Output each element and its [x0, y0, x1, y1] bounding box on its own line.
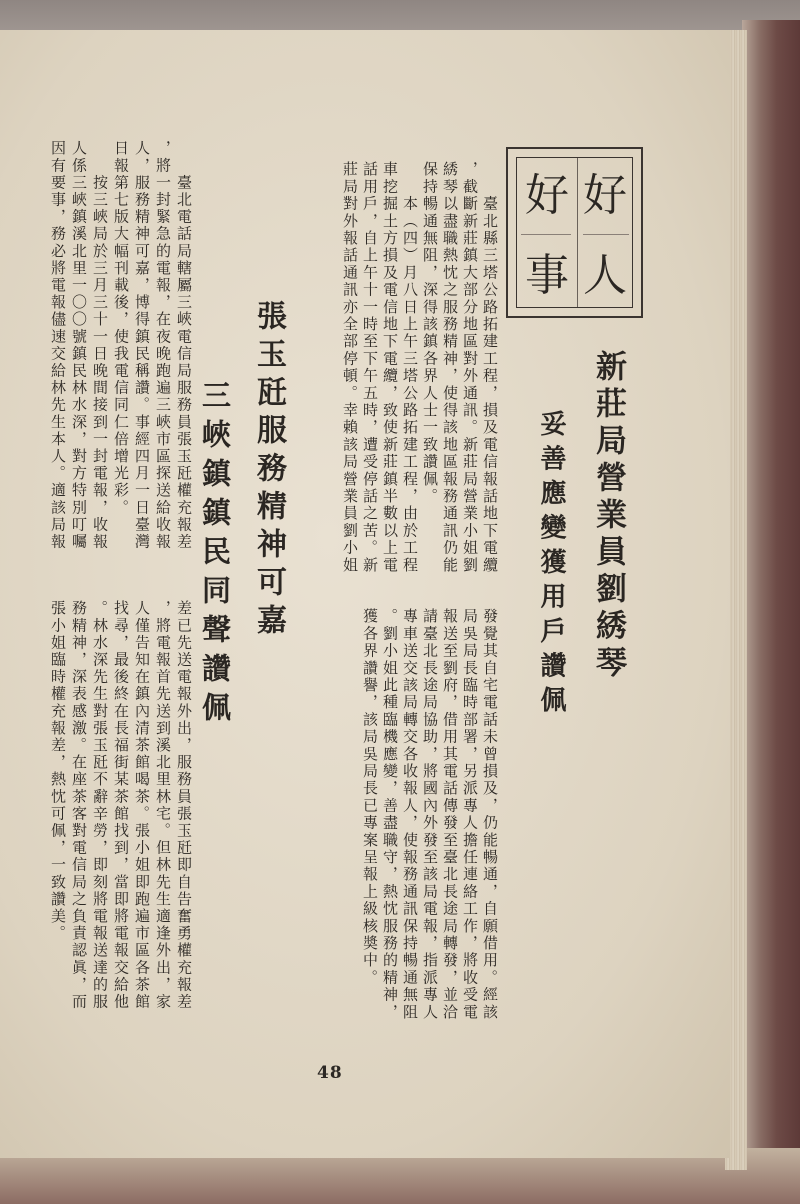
text-line: 保持暢通無阻，深得該鎮各界人士一致讚佩。: [421, 161, 439, 505]
text-line: 臺北電話局轄屬三峽電信局服務員張玉瓩權充報差: [175, 140, 193, 551]
text-line: 莊局對外報話通訊亦全部停頓。幸賴該局營業員劉小姐: [341, 161, 359, 574]
text-line: 獲各界讚譽，該局吳局長已專案呈報上級核奬中。: [361, 608, 379, 987]
page-number: 48: [317, 1063, 343, 1083]
story1-body-top: [300, 161, 500, 621]
story1-body-bottom: [335, 608, 500, 1068]
text-line: 本（四）月八日上午三塔公路拓建工程，由於工程: [401, 161, 419, 574]
column-title-char: 好: [583, 170, 627, 221]
text-line: 報送至劉府，借用其電話傳發至臺北長途局轉發，並洽: [441, 608, 459, 1021]
text-line: 。林水深先生對張玉瓩不辭辛勞，即刻將電報送達的服: [91, 600, 109, 1011]
column-title-char: 好: [525, 170, 569, 221]
text-line: 。劉小姐此種臨機應變，善盡職守，熱忱服務的精神，: [381, 608, 399, 1021]
text-line: ，將一封緊急的電報，在夜晚跑遍三峽市區探送給收報: [154, 140, 172, 551]
text-line: 專車送交該局轉交各收報人，使報務通訊保持暢通無阻: [401, 608, 419, 1021]
text-line: 綉琴以盡職熱忱之服務精神，使得該地區報務通訊仍能: [441, 161, 459, 574]
title-divider: [577, 158, 578, 307]
text-line: 發覺其自宅電話未曾損及，仍能暢通，自願借用。經該: [481, 608, 499, 1021]
column-title-char: 人: [583, 250, 627, 301]
text-line: 臺北縣三塔公路拓建工程，損及電信報話地下電纜: [481, 161, 499, 574]
book-page: [0, 30, 730, 1158]
story1-headline: 新莊局營業員劉綉琴: [590, 350, 626, 683]
text-line: 人僅告知在鎮內清茶館喝茶。張小姐即跑遍市區各茶館: [133, 600, 151, 1011]
title-rule: [521, 234, 571, 235]
text-line: 人係三峽鎮溪北里一〇〇號鎮民林水深，對方特別叮囑: [70, 140, 88, 551]
text-line: 務精神，深表感激。在座茶客對電信局之負責認眞，而: [70, 600, 88, 1011]
story2-body-top: [46, 140, 194, 600]
story2-headline: 張玉瓩服務精神可嘉: [251, 300, 286, 642]
story2-subheadline: 三峽鎮鎮民同聲讚佩: [198, 380, 232, 731]
text-line: 車挖掘土方損及電信地下電纜，致使新莊鎮半數以上電: [381, 161, 399, 574]
story2-body-bottom: [36, 600, 194, 1060]
story1-subheadline: 妥善應變獲用戶讚佩: [536, 410, 566, 721]
text-line: 因有要事，務必將電報儘速交給林先生本人。適該局報: [49, 140, 67, 551]
text-line: 張小姐臨時權充報差，熱忱可佩，一致讚美。: [49, 600, 67, 942]
text-line: 局吳局長臨時部署，另派專人擔任連絡工作，將收受電: [461, 608, 479, 1021]
text-line: 人，服務精神可嘉，博得鎮民稱讚。事經四月一日臺灣: [133, 140, 151, 551]
text-line: 差已先送電報外出，服務員張玉瓩即自告奮勇權充報差: [175, 600, 193, 1011]
book-cover-edge: [742, 20, 800, 1204]
column-title-box: [506, 147, 643, 318]
text-line: 話用戶，自上午十一時至下午五時，遭受停話之苦。新: [361, 161, 379, 574]
text-line: ，截斷新莊鎮大部分地區對外通訊。新莊局營業小姐劉: [461, 161, 479, 574]
text-line: 按三峽局於三月三十一日晚間接到一封電報，收報: [91, 140, 109, 551]
text-line: 找尋，最後終在長福街某茶館找到，當即將電報交給他: [112, 600, 130, 1011]
text-line: 請臺北長途局協助，將國內外發至該局電報，指派專人: [421, 608, 439, 1021]
text-line: ，將電報首先送到溪北里林宅。但林先生適逢外出，家: [154, 600, 172, 1011]
column-title-char: 事: [525, 250, 569, 301]
title-rule: [583, 234, 629, 235]
text-line: 日報第七版大幅刊載後，使我電信同仁倍增光彩。: [112, 140, 130, 517]
column-title-frame: [516, 157, 633, 308]
